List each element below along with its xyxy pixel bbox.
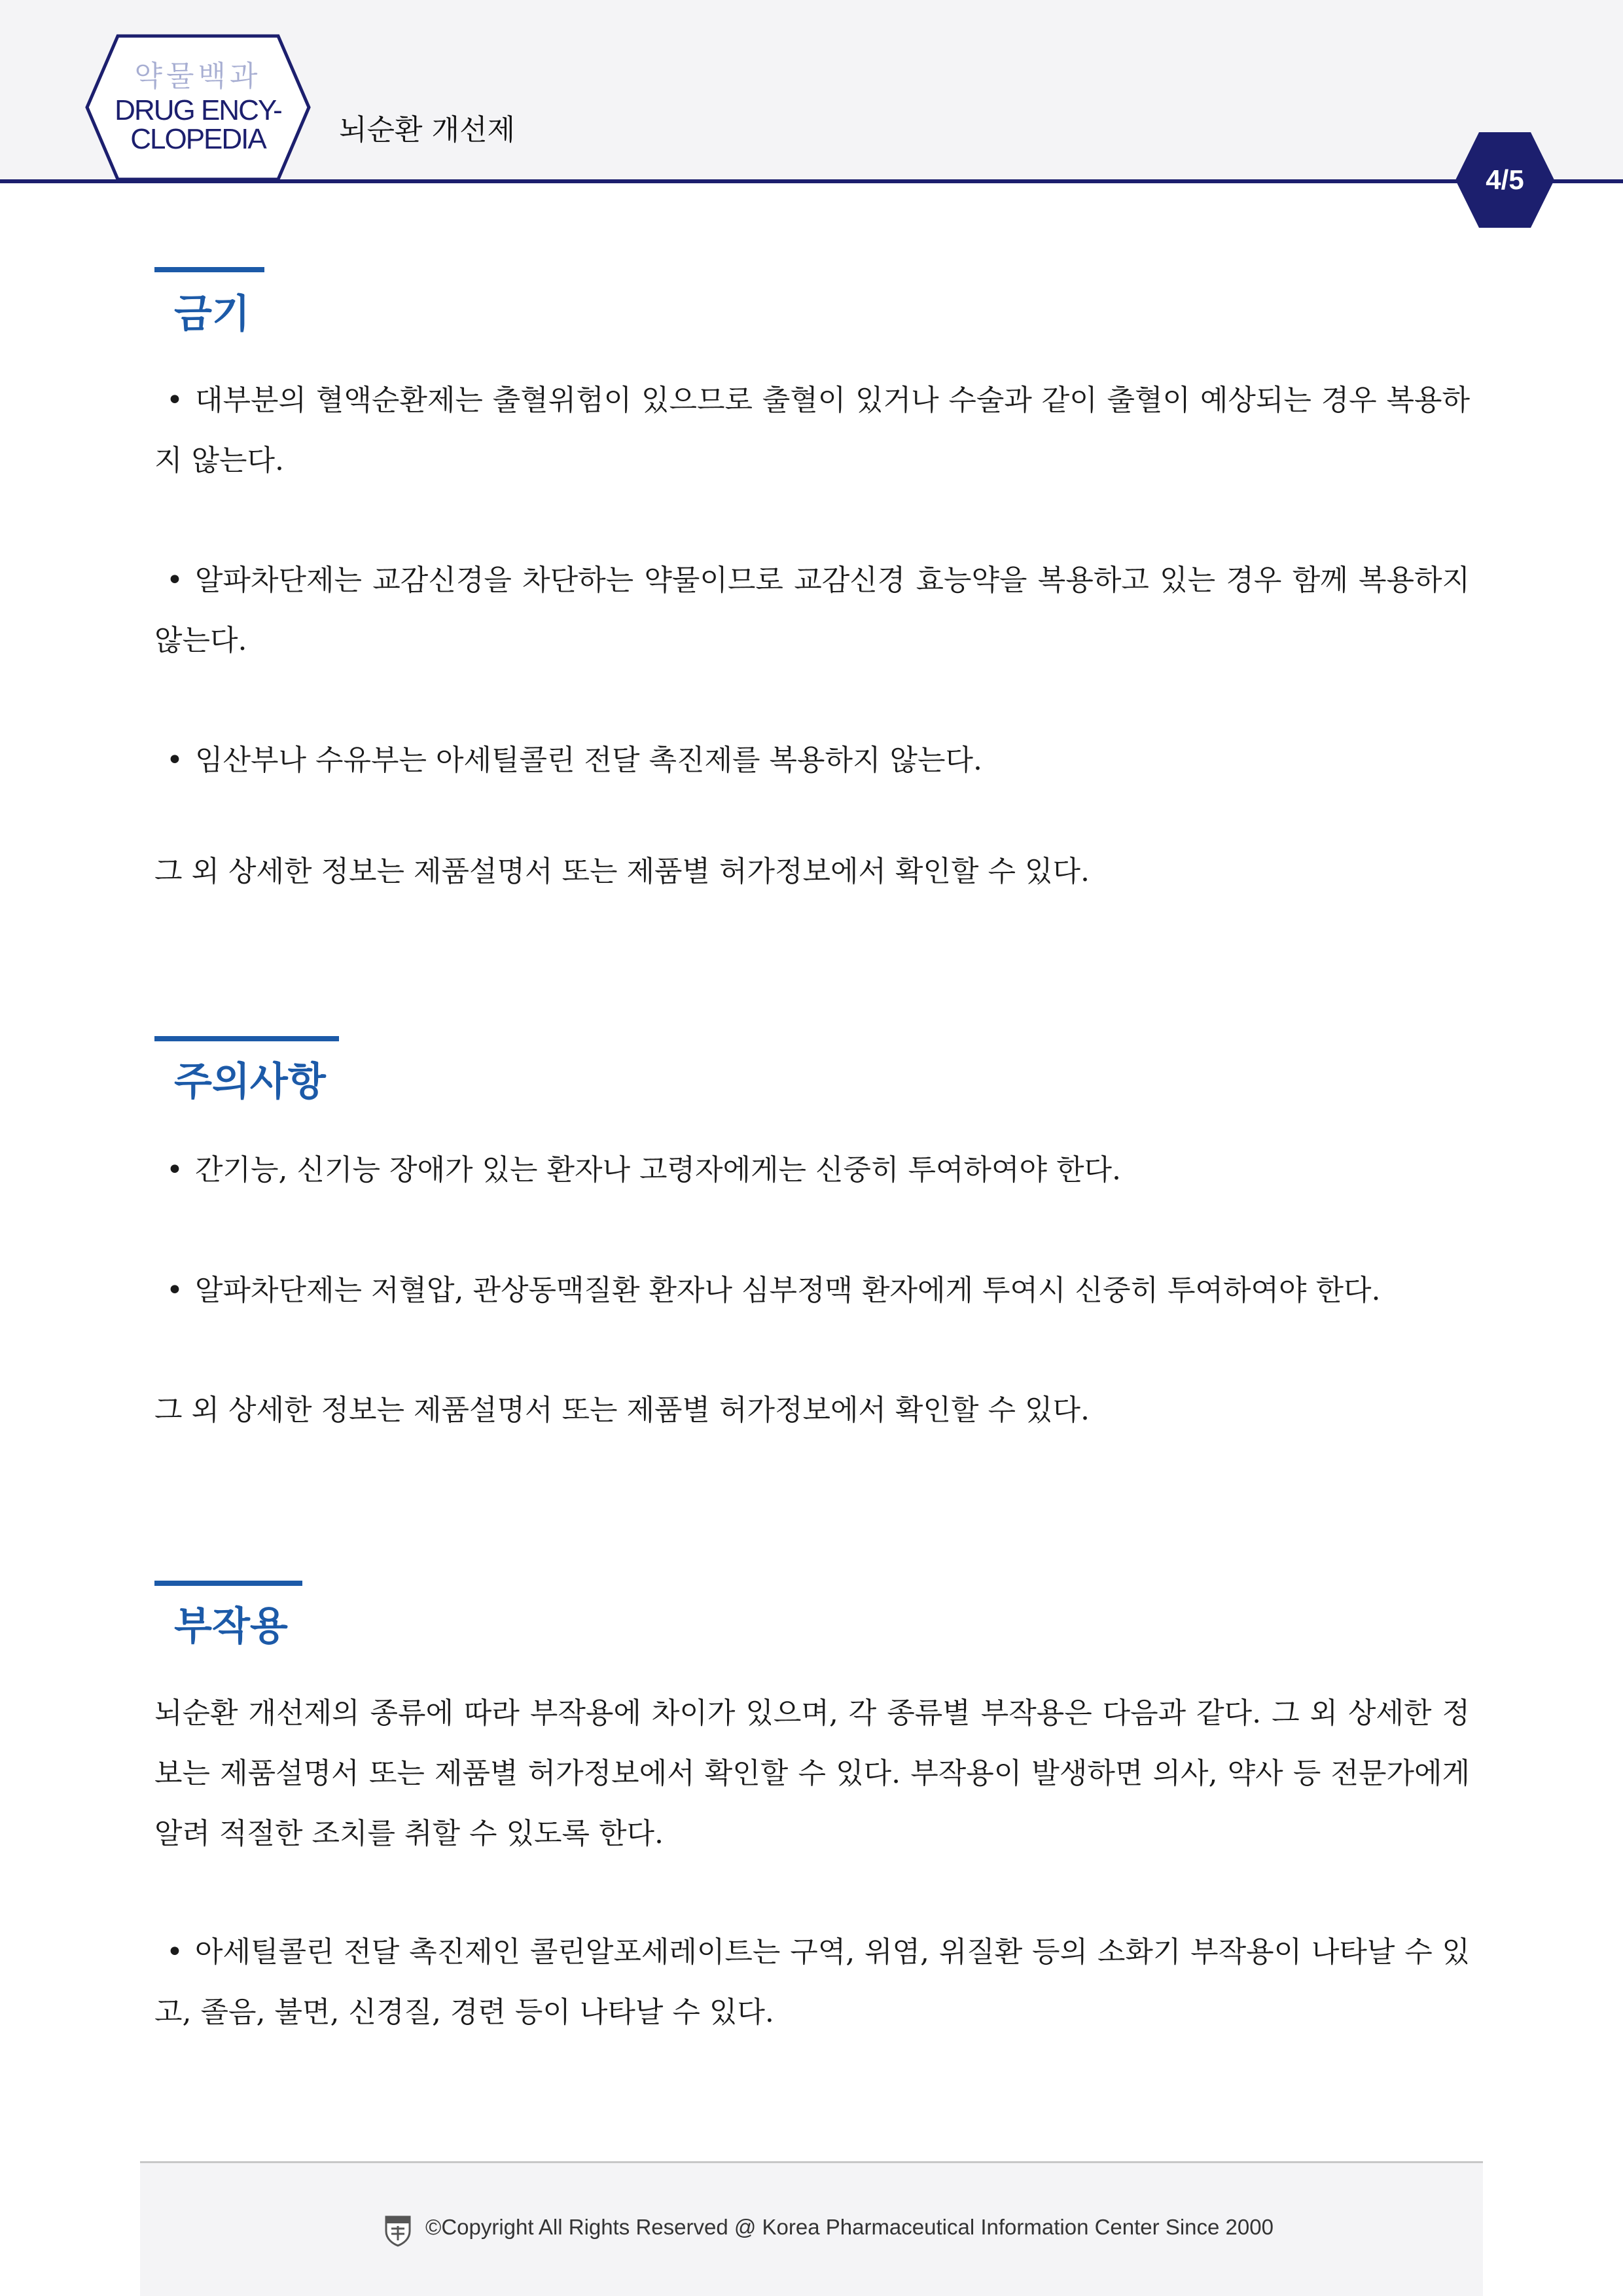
section-title-side-effects: 부작용 xyxy=(174,1604,288,1649)
document-title: 뇌순환 개선제 xyxy=(339,113,516,147)
section-title-precautions: 주의사항 xyxy=(174,1059,326,1105)
contraindication-item: • 대부분의 혈액순환제는 출혈위험이 있으므로 출혈이 있거나 수술과 같이 출혈이 예상되는 경우 복용하지 않는다. xyxy=(154,370,1470,491)
logo xyxy=(85,34,311,181)
contraindication-note: 그 외 상세한 정보는 제품설명서 또는 제품별 허가정보에서 확인할 수 있다. xyxy=(154,855,1090,888)
shield-crest-icon xyxy=(383,2214,412,2247)
logo-korean: 약물백과 xyxy=(134,60,262,92)
page-number: 4/5 xyxy=(1486,164,1524,195)
section-accent-bar xyxy=(154,1581,302,1586)
section-accent-bar xyxy=(154,1036,339,1041)
contraindication-item: • 임산부나 수유부는 아세틸콜린 전달 촉진제를 복용하지 않는다. xyxy=(154,730,1470,791)
logo-english-line1: DRUG ENCY- xyxy=(115,94,281,126)
precaution-note: 그 외 상세한 정보는 제품설명서 또는 제품별 허가정보에서 확인할 수 있다. xyxy=(154,1393,1090,1427)
section-accent-bar xyxy=(154,267,264,272)
footer-copyright: ©Copyright All Rights Reserved @ Korea Pharmaceutical Information Center Since 2000 xyxy=(425,2215,1274,2239)
precaution-item: • 간기능, 신기능 장애가 있는 환자나 고령자에게는 신중히 투여하여야 한다. xyxy=(154,1140,1470,1200)
contraindication-item: • 알파차단제는 교감신경을 차단하는 약물이므로 교감신경 효능약을 복용하고 있는 경우 함께 복용하지 않는다. xyxy=(154,550,1470,671)
precaution-item: • 알파차단제는 저혈압, 관상동맥질환 환자나 심부정맥 환자에게 투여시 신중히 투여하여야 한다. xyxy=(154,1261,1470,1321)
section-title-contraindications: 금기 xyxy=(174,291,250,337)
side-effects-intro: 뇌순환 개선제의 종류에 따라 부작용에 차이가 있으며, 각 종류별 부작용은 다음과 같다. 그 외 상세한 정보는 제품설명서 또는 제품별 허가정보에서 확인할 수 있다. 부작용이 발생하면 의사, 약사 등 전문가에게 알려 적절한 조치를 취할 수 있도록 한다. xyxy=(154,1696,1470,1850)
side-effect-item: • 아세틸콜린 전달 촉진제인 콜린알포세레이트는 구역, 위염, 위질환 등의 소화기 부작용이 나타날 수 있고, 졸음, 불면, 신경질, 경련 등이 나타날 수 있다. xyxy=(154,1922,1470,2043)
header-divider xyxy=(0,179,1623,183)
logo-english-line2: CLOPEDIA xyxy=(130,122,266,155)
